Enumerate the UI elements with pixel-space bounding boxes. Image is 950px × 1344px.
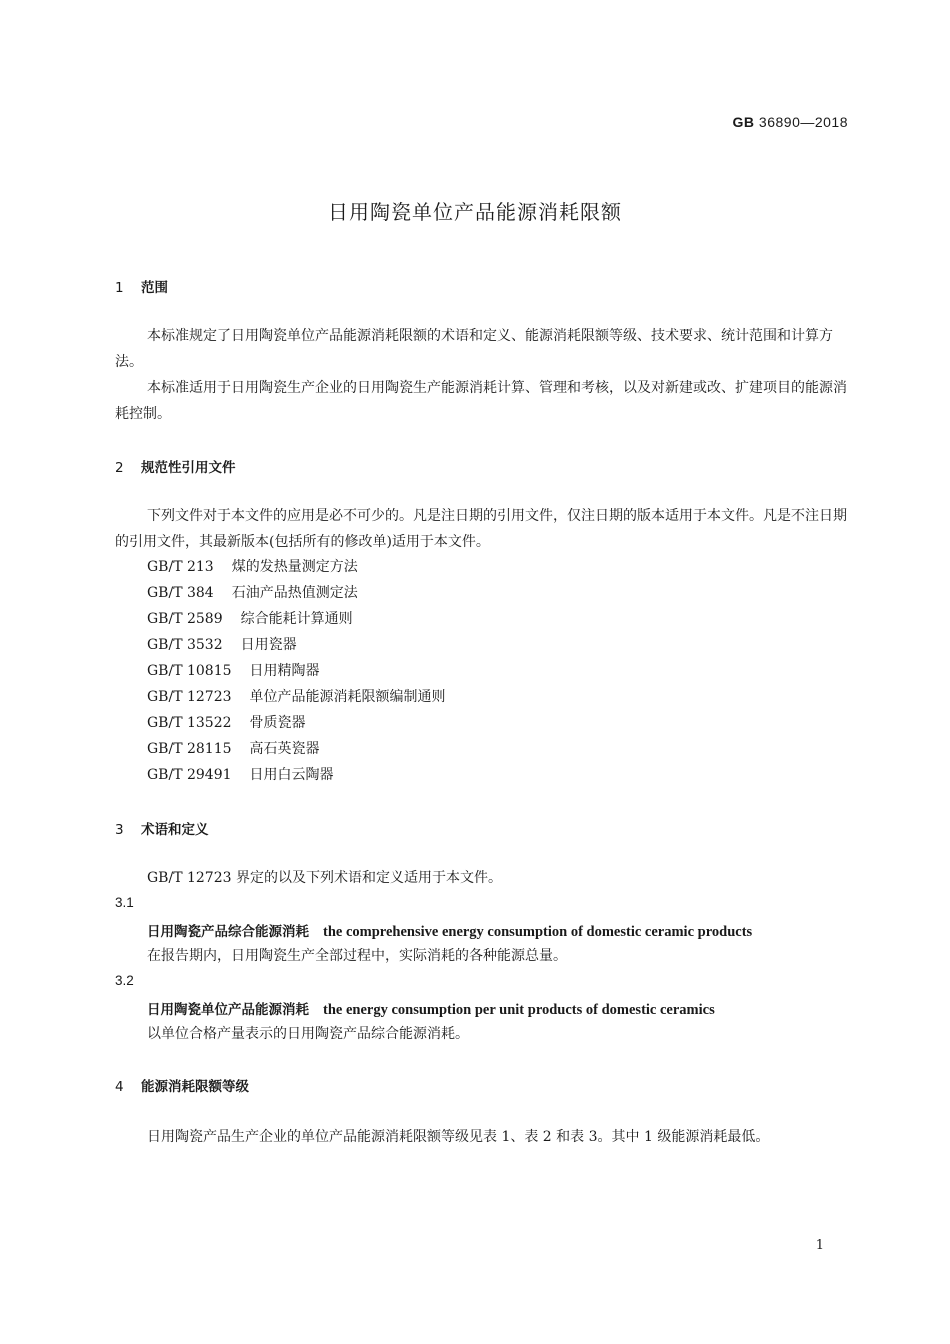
reference-item [147, 686, 446, 706]
section-1-paragraph-2: 本标准适用于日用陶瓷生产企业的日用陶瓷生产能源消耗计算、管理和考核，以及对新建或改、扩建项目的能源消耗控制。 [115, 380, 847, 422]
reference-title: 综合能耗计算通则 [240, 611, 353, 627]
reference-code: GB/T 2589 [147, 611, 223, 627]
standard-prefix: GB [732, 114, 755, 130]
reference-code: GB/T 28115 [147, 741, 232, 757]
reference-code: GB/T 3532 [147, 637, 223, 653]
reference-item [147, 608, 353, 628]
clause-3-1-number: 3.1 [115, 895, 134, 910]
reference-item [147, 582, 358, 602]
section-1-paragraph-1: 本标准规定了日用陶瓷单位产品能源消耗限额的术语和定义、能源消耗限额等级、技术要求、统计范围和计算方法。 [115, 328, 833, 370]
section-title: 能源消耗限额等级 [141, 1079, 249, 1095]
clause-3-2-definition: 以单位合格产量表示的日用陶瓷产品综合能源消耗。 [147, 1026, 469, 1042]
reference-code: GB/T 13522 [147, 715, 232, 731]
reference-code: GB/T 384 [147, 585, 214, 601]
standard-code: 36890—2018 [758, 114, 848, 130]
section-3-heading [115, 818, 209, 838]
section-2-paragraph-1: 下列文件对于本文件的应用是必不可少的。凡是注日期的引用文件，仅注日期的版本适用于本文件。凡是不注日期的引用文件，其最新版本(包括所有的修改单)适用于本文件。 [115, 508, 847, 550]
term-english: the energy consumption per unit products of domestic ceramics [323, 1002, 715, 1018]
reference-title: 日用瓷器 [240, 637, 297, 653]
section-number: 3 [115, 822, 124, 838]
reference-title: 日用精陶器 [249, 663, 320, 679]
reference-title: 高石英瓷器 [249, 741, 320, 757]
reference-title: 石油产品热值测定法 [231, 585, 358, 601]
term-chinese: 日用陶瓷产品综合能源消耗 [147, 924, 309, 940]
reference-item [147, 764, 334, 784]
page-number: 1 [815, 1238, 824, 1253]
reference-title: 单位产品能源消耗限额编制通则 [249, 689, 446, 705]
clause-3-2-term [147, 998, 715, 1019]
reference-code: GB/T 12723 [147, 689, 232, 705]
section-2-heading [115, 456, 236, 476]
section-3-intro: GB/T 12723 界定的以及下列术语和定义适用于本文件。 [147, 870, 502, 886]
document-title: 日用陶瓷单位产品能源消耗限额 [328, 200, 622, 224]
reference-item [147, 660, 320, 680]
section-4-heading [115, 1075, 249, 1095]
reference-title: 骨质瓷器 [249, 715, 306, 731]
reference-item [147, 712, 306, 732]
term-chinese: 日用陶瓷单位产品能源消耗 [147, 1002, 309, 1018]
section-title: 规范性引用文件 [141, 460, 236, 476]
standard-number [733, 114, 848, 130]
section-number: 2 [115, 460, 124, 476]
reference-item [147, 556, 358, 576]
clause-3-2-number: 3.2 [115, 973, 134, 988]
section-title: 术语和定义 [141, 822, 209, 838]
reference-code: GB/T 29491 [147, 767, 232, 783]
reference-code: GB/T 10815 [147, 663, 232, 679]
section-number: 4 [115, 1079, 124, 1095]
reference-item [147, 738, 320, 758]
section-1-heading [115, 276, 168, 296]
reference-code: GB/T 213 [147, 559, 214, 575]
section-4-paragraph-1: 日用陶瓷产品生产企业的单位产品能源消耗限额等级见表 1、表 2 和表 3。其中 1 级能源消耗最低。 [147, 1129, 770, 1145]
clause-3-1-definition: 在报告期内，日用陶瓷生产全部过程中，实际消耗的各种能源总量。 [147, 948, 567, 964]
section-number: 1 [115, 280, 124, 296]
clause-3-1-term [147, 920, 752, 941]
term-english: the comprehensive energy consumption of domestic ceramic products [323, 924, 753, 940]
reference-title: 煤的发热量测定方法 [231, 559, 358, 575]
reference-item [147, 634, 297, 654]
section-title: 范围 [141, 280, 168, 296]
reference-title: 日用白云陶器 [249, 767, 334, 783]
